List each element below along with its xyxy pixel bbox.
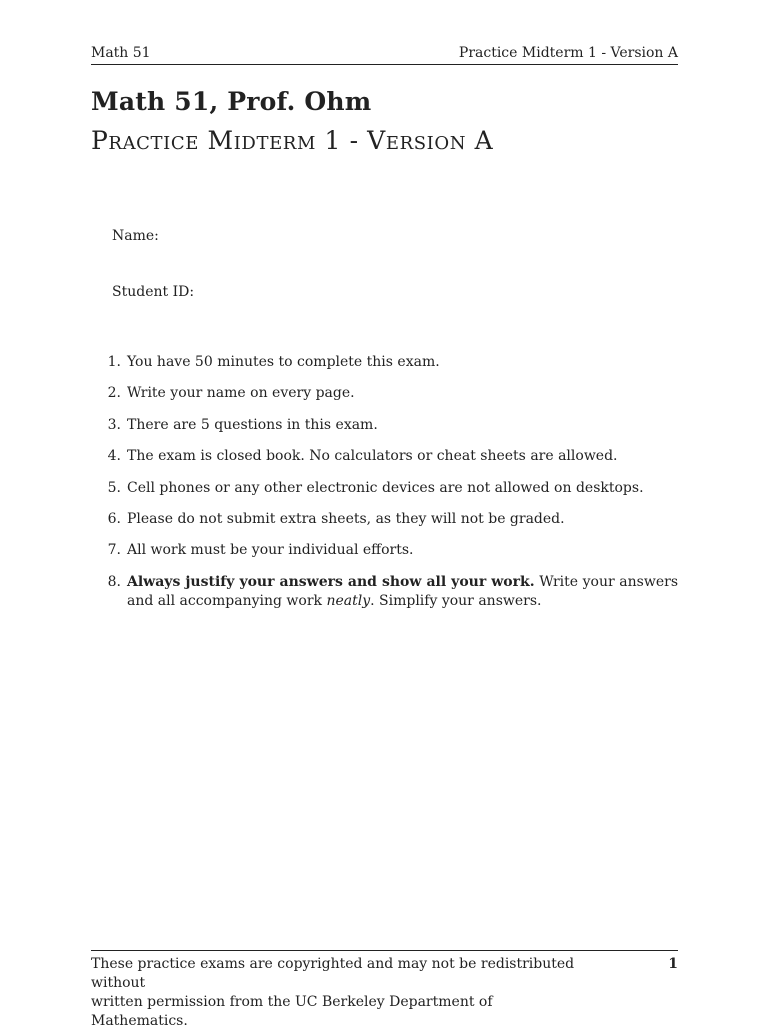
instruction-item (91, 384, 678, 403)
instruction-emphasis: Always justify your answers and show all your work. (127, 573, 535, 590)
instruction-text: Please do not submit extra sheets, as they will not be graded. (127, 510, 565, 527)
instruction-text: All work must be your individual efforts. (127, 542, 414, 559)
instruction-text: Write your name on every page. (127, 385, 355, 402)
instruction-number: 6. (107, 510, 121, 527)
copyright-notice (91, 955, 591, 1031)
instruction-item (91, 479, 678, 498)
instruction-item (91, 510, 678, 529)
running-header (91, 42, 678, 65)
instruction-italic: neatly (326, 592, 371, 609)
instruction-item (91, 447, 678, 466)
instruction-item (91, 353, 678, 372)
name-label: Name: (112, 228, 159, 244)
instruction-text: The exam is closed book. No calculators or cheat sheets are allowed. (127, 448, 618, 465)
copyright-line: These practice exams are copyrighted and may not be redistributed without (91, 956, 575, 991)
instructions-list (91, 353, 678, 623)
instruction-text: You have 50 minutes to complete this exam. (127, 354, 440, 370)
instruction-text: Cell phones or any other electronic devices are not allowed on desktops. (127, 479, 644, 496)
instruction-item (91, 416, 678, 435)
instruction-number: 7. (107, 542, 121, 559)
exam-page (91, 0, 678, 1029)
instruction-text-part: . Simplify your answers. (370, 592, 542, 609)
instruction-number: 5. (107, 479, 121, 496)
page-number: 1 (668, 956, 678, 972)
course-title: Math 51, Prof. Ohm (91, 87, 372, 116)
student-id-label: Student ID: (112, 284, 195, 300)
instruction-item (91, 573, 678, 611)
instruction-number: 4. (107, 448, 121, 465)
copyright-line: written permission from the UC Berkeley Department of Mathematics. (91, 994, 493, 1029)
instruction-number: 1. (107, 354, 121, 370)
footer-divider (91, 950, 678, 951)
instruction-number: 8. (107, 573, 121, 590)
header-course: Math 51 (91, 45, 151, 61)
exam-title: Practice Midterm 1 - Version A (91, 126, 494, 155)
instruction-text-part: Write your answers and all accompanying work (127, 573, 678, 609)
instruction-text (127, 573, 678, 611)
instruction-number: 3. (107, 416, 121, 433)
instruction-text: There are 5 questions in this exam. (127, 416, 378, 433)
header-exam-title: Practice Midterm 1 - Version A (458, 45, 678, 61)
instruction-number: 2. (107, 385, 121, 402)
instruction-item (91, 541, 678, 560)
